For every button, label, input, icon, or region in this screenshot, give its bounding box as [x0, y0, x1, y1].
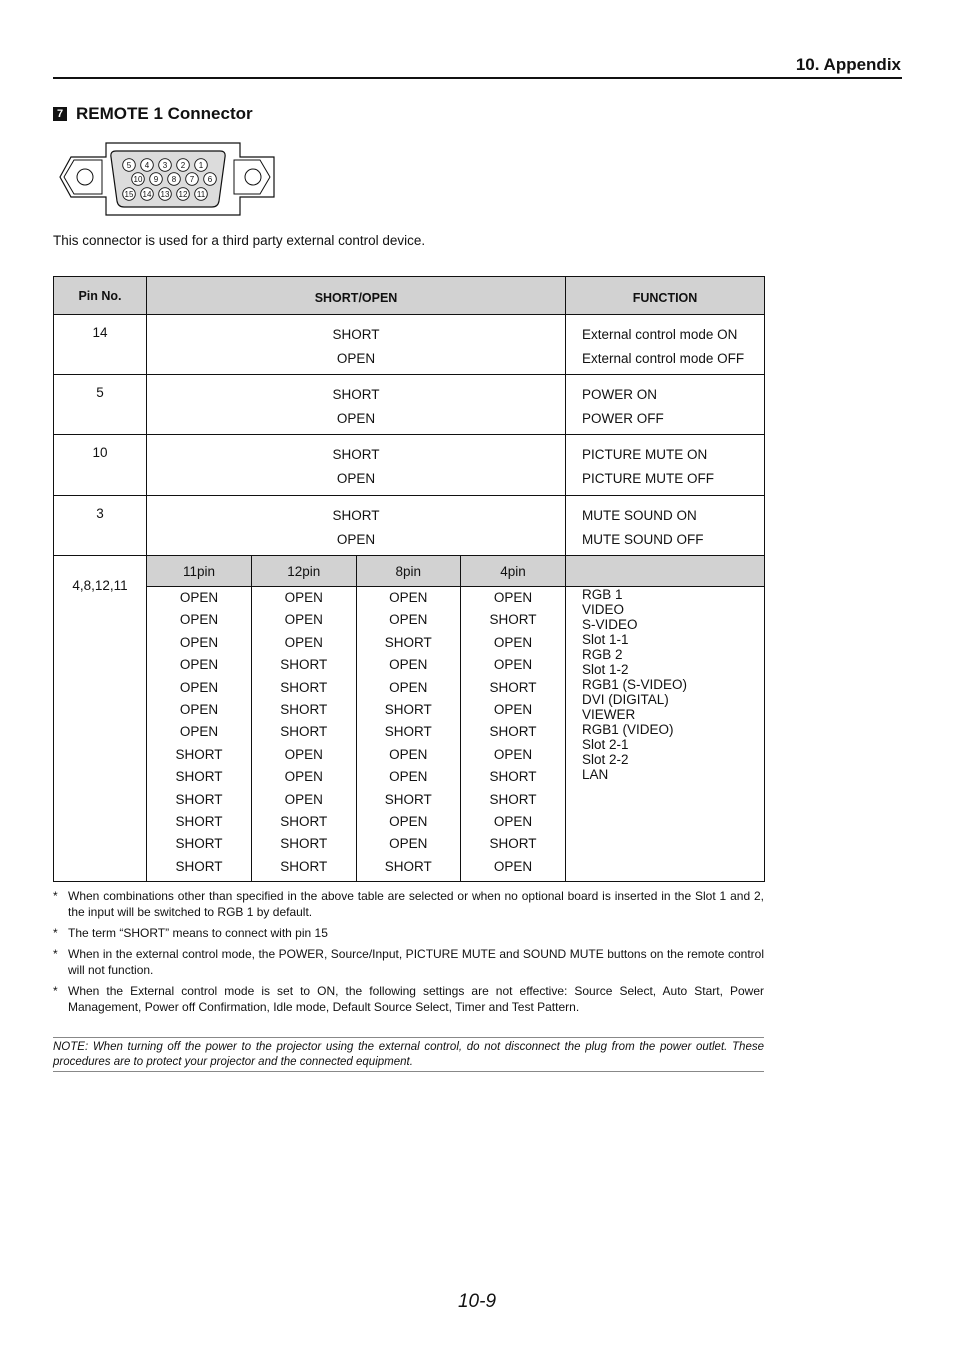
connector-pin-label: 8: [171, 175, 177, 184]
state-text: OPEN: [179, 590, 219, 605]
state-text: OPEN: [284, 746, 323, 762]
state-text: SHORT: [332, 508, 380, 523]
state-text: SHORT: [384, 724, 432, 740]
subheader-8pin: 8pin: [356, 556, 461, 587]
subheader-11pin: 11pin: [147, 556, 252, 587]
state-text: SHORT: [384, 701, 432, 717]
footnote-text: When in the external control mode, the POWER, Source/Input, PICTURE MUTE and SOUND MUTE buttons on the remote control will not function.: [68, 947, 764, 977]
connector-pin-label: 1: [198, 161, 204, 170]
pin-function-table: [53, 276, 765, 882]
state-text: SHORT: [280, 701, 328, 717]
state-text: OPEN: [336, 351, 376, 366]
footnote: [53, 983, 764, 1015]
state-text: OPEN: [493, 746, 533, 762]
function-text: PICTURE MUTE ON: [582, 447, 708, 462]
subheader-4pin: 4pin: [461, 556, 566, 587]
state-text: OPEN: [179, 724, 219, 740]
state-text: OPEN: [336, 471, 376, 486]
state-text: SHORT: [332, 387, 380, 402]
state-text: SHORT: [280, 858, 328, 874]
table-row: [54, 496, 765, 556]
state-text: OPEN: [284, 590, 323, 605]
state-text: OPEN: [389, 813, 428, 829]
pin-number-cell: 14: [54, 315, 147, 375]
state-text: SHORT: [384, 634, 432, 650]
header-rule: [53, 77, 902, 79]
combo-functions: [566, 587, 764, 785]
function-text: Slot 2-2: [582, 752, 629, 767]
function-text: Slot 2-1: [582, 737, 629, 752]
table-row: [54, 435, 765, 496]
section-title: REMOTE 1 Connector: [76, 104, 253, 123]
function-text: Slot 1-1: [582, 632, 629, 647]
state-text: SHORT: [489, 769, 537, 785]
pin12-states: [252, 587, 357, 882]
function-text: MUTE SOUND ON: [582, 508, 697, 523]
pin8-states: [356, 587, 461, 882]
footnote: [53, 888, 764, 920]
state-text: OPEN: [493, 813, 533, 829]
pin-number-cell: 4,8,12,11: [54, 556, 147, 882]
footnote: [53, 946, 764, 978]
function-text: S-VIDEO: [582, 617, 638, 632]
function-text: RGB1 (VIDEO): [582, 722, 674, 737]
screw-hole-left-icon: [77, 169, 93, 185]
pin-number-cell: 5: [54, 375, 147, 435]
state-text: SHORT: [175, 791, 223, 807]
pin-number-cell: 3: [54, 496, 147, 556]
section-heading: [53, 104, 253, 124]
connector-pin-label: 3: [162, 161, 168, 170]
pin-number-cell: 10: [54, 435, 147, 496]
state-text: OPEN: [179, 612, 219, 628]
function-cell: [566, 315, 765, 375]
state-text: SHORT: [489, 791, 537, 807]
state-text: SHORT: [280, 724, 328, 740]
power-outlet-note: NOTE: When turning off the power to the projector using the external control, do not disconnect the plug from the power outlet. These procedures are to protect your projector and the connected equipment.: [53, 1037, 764, 1072]
function-text: PICTURE MUTE OFF: [582, 471, 715, 486]
state-text: OPEN: [284, 769, 323, 785]
footnote-text: When combinations other than specified in the above table are selected or when no optional board is inserted in the Slot 1 and 2, the input will be switched to RGB 1 by default.: [68, 889, 764, 919]
footnote-text: The term “SHORT” means to connect with pin 15: [68, 926, 328, 940]
short-open-cell: [147, 435, 566, 496]
short-open-cell: [147, 496, 566, 556]
function-cell: [566, 375, 765, 435]
footnote-marker: *: [53, 984, 58, 998]
state-text: SHORT: [280, 657, 328, 673]
footnote-marker: *: [53, 947, 58, 961]
connector-pin-label: 2: [180, 161, 186, 170]
combo-subtable: [147, 556, 565, 881]
state-text: OPEN: [284, 634, 323, 650]
state-text: SHORT: [489, 612, 537, 628]
footnote: [53, 925, 764, 941]
state-text: SHORT: [175, 746, 223, 762]
footnote-marker: *: [53, 926, 58, 940]
state-text: OPEN: [493, 634, 533, 650]
state-text: SHORT: [489, 679, 537, 695]
function-cell: [566, 496, 765, 556]
state-text: SHORT: [489, 836, 537, 852]
state-text: OPEN: [389, 657, 428, 673]
state-text: SHORT: [280, 813, 328, 829]
function-text: RGB 1: [582, 587, 623, 602]
state-text: SHORT: [384, 791, 432, 807]
header-pin-no: Pin No.: [54, 277, 147, 315]
state-text: OPEN: [179, 657, 219, 673]
state-text: SHORT: [175, 858, 223, 874]
function-text: POWER OFF: [582, 411, 664, 426]
state-text: SHORT: [384, 858, 432, 874]
state-text: OPEN: [179, 679, 219, 695]
footnote-marker: *: [53, 889, 58, 903]
table-row: [54, 375, 765, 435]
state-text: OPEN: [336, 532, 376, 547]
table-row-combo: [54, 556, 765, 882]
function-text: Slot 1-2: [582, 662, 629, 677]
state-text: SHORT: [280, 679, 328, 695]
notes-list: [53, 888, 764, 1020]
pin4-states: [461, 587, 566, 882]
state-text: OPEN: [493, 701, 533, 717]
connector-pin-label: 13: [160, 190, 170, 199]
connector-pin-label: 6: [207, 175, 213, 184]
function-text: DVI (DIGITAL): [582, 692, 669, 707]
state-text: OPEN: [389, 590, 428, 605]
connector-pin-label: 4: [144, 161, 150, 170]
state-text: SHORT: [175, 813, 223, 829]
connector-pin-label: 7: [189, 175, 195, 184]
state-text: OPEN: [493, 657, 533, 673]
function-text: External control mode OFF: [582, 351, 745, 366]
state-text: SHORT: [332, 447, 380, 462]
connector-pin-label: 11: [196, 190, 206, 199]
state-text: OPEN: [284, 612, 323, 628]
function-text: RGB 2: [582, 647, 623, 662]
state-text: OPEN: [493, 858, 533, 874]
state-text: OPEN: [179, 701, 219, 717]
state-text: OPEN: [336, 411, 376, 426]
connector-pin-label: 9: [153, 175, 159, 184]
state-text: SHORT: [332, 327, 380, 342]
state-text: SHORT: [280, 836, 328, 852]
connector-pin-label: 10: [133, 175, 143, 184]
header-short-open: SHORT/OPEN: [147, 277, 566, 315]
connector-pin-label: 5: [126, 161, 132, 170]
page-number: 10-9: [457, 1291, 497, 1312]
function-text: External control mode ON: [582, 327, 738, 342]
footnote-text: When the External control mode is set to ON, the following settings are not effective: Source Select, Auto Start, Power Management, Power off Confirmation, Idle mode, Default Source Select, Timer and Test Pattern.: [68, 984, 764, 1014]
state-text: OPEN: [493, 590, 533, 605]
screw-hole-right-icon: [245, 169, 261, 185]
state-text: OPEN: [389, 836, 428, 852]
function-text: RGB1 (S-VIDEO): [582, 677, 688, 692]
table-row: [54, 315, 765, 375]
chapter-title: 10. Appendix: [795, 55, 901, 74]
state-text: SHORT: [489, 724, 537, 740]
function-text: VIDEO: [582, 602, 625, 617]
function-cell: [566, 435, 765, 496]
state-text: OPEN: [389, 612, 428, 628]
intro-text: This connector is used for a third party external control device.: [53, 233, 426, 248]
connector-pin-label: 12: [178, 190, 188, 199]
subheader-12pin: 12pin: [252, 556, 357, 587]
connector-pin-label: 14: [142, 190, 152, 199]
state-text: OPEN: [389, 679, 428, 695]
short-open-cell: [147, 315, 566, 375]
state-text: SHORT: [175, 769, 223, 785]
dsub15-connector-illustration: [58, 139, 278, 219]
state-text: OPEN: [389, 769, 428, 785]
section-number-badge: 7: [53, 107, 67, 121]
header-function: FUNCTION: [566, 277, 765, 315]
function-text: LAN: [582, 767, 609, 782]
state-text: OPEN: [389, 746, 428, 762]
state-text: OPEN: [284, 791, 323, 807]
function-text: POWER ON: [582, 387, 658, 402]
state-text: SHORT: [175, 836, 223, 852]
function-text: VIEWER: [582, 707, 636, 722]
function-text: MUTE SOUND OFF: [582, 532, 704, 547]
short-open-cell: [147, 375, 566, 435]
connector-pin-label: 15: [124, 190, 134, 199]
pin11-states: [147, 587, 252, 882]
state-text: OPEN: [179, 634, 219, 650]
